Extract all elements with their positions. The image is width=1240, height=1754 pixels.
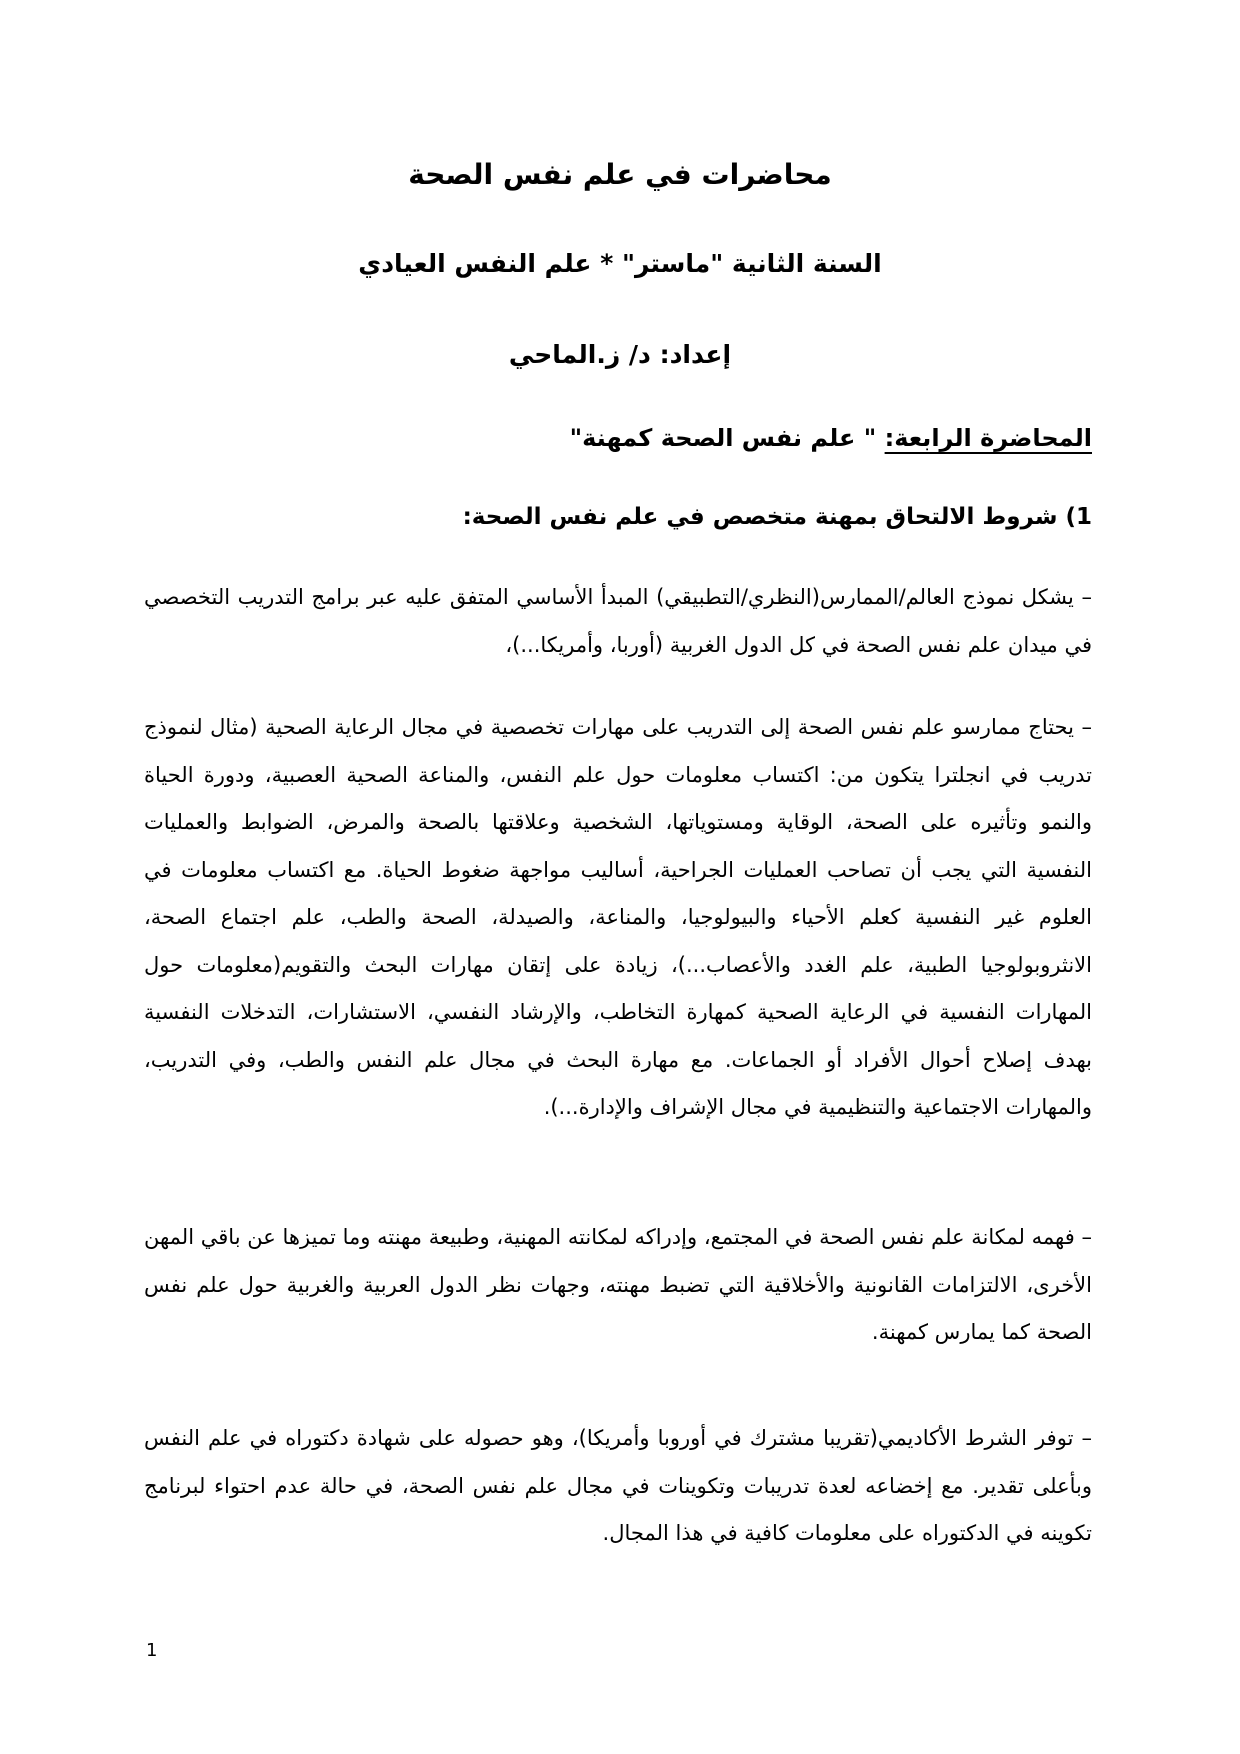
- lecture-heading: [570, 424, 1092, 452]
- document-author: إعداد: د/ ز.الماحي: [508, 340, 732, 369]
- page-number: 1: [146, 1640, 158, 1661]
- lecture-label: المحاضرة الرابعة:: [884, 424, 1092, 452]
- document-subtitle: السنة الثانية "ماستر" * علم النفس العيادي: [358, 249, 882, 278]
- paragraph-2: – يحتاج ممارسو علم نفس الصحة إلى التدريب على مهارات تخصصية في مجال الرعاية الصحية (مثال لنموذج تدريب في انجلترا يتكون من: اكتساب معلومات حول علم النفس، والمناعة الصحية العصبية، ودورة الحياة والنمو وتأثيره على الصحة، الوقاية ومستوياتها، الشخصية وعلاقتها بالصحة والمرض، الضوابط والعمليات النفسية التي يجب أن تصاحب العمليات الجراحية، أساليب مواجهة ضغوط الحياة. مع اكتساب معلومات في العلوم غير النفسية كعلم الأحياء والبيولوجيا، والمناعة، والصيدلة، الصحة والطب، علم اجتماع الصحة، الانثروبولوجيا الطبية، علم الغدد والأعصاب...)، زيادة على إتقان مهارات البحث والتقويم(معلومات حول المهارات النفسية في الرعاية الصحية كمهارة التخاطب، والإرشاد النفسي، الاستشارات، التدخلات النفسية بهدف إصلاح أحوال الأفراد أو الجماعات. مع مهارة البحث في مجال علم النفس والطب، وفي التدريب، والمهارات الاجتماعية والتنظيمية في مجال الإشراف والإدارة...).: [144, 715, 1092, 1119]
- paragraph-4: – توفر الشرط الأكاديمي(تقريبا مشترك في أوروبا وأمريكا)، وهو حصوله على شهادة دكتوراه في علم النفس وبأعلى تقدير. مع إخضاعه لعدة تدريبات وتكوينات في مجال علم نفس الصحة، في حالة عدم احتواء لبرنامج تكوينه في الدكتوراه على معلومات كافية في هذا المجال.: [144, 1426, 1092, 1545]
- section-heading: 1) شروط الالتحاق بمهنة متخصص في علم نفس الصحة:: [462, 504, 1092, 530]
- lecture-title: " علم نفس الصحة كمهنة": [569, 424, 885, 452]
- document-title: محاضرات في علم نفس الصحة: [408, 158, 832, 191]
- paragraph-1: – يشكل نموذج العالم/الممارس(النظري/التطبيقي) المبدأ الأساسي المتفق عليه عبر برامج التدريب التخصصي في ميدان علم نفس الصحة في كل الدول الغربية (أوربا، وأمريكا...)،: [144, 585, 1092, 657]
- paragraph-3: – فهمه لمكانة علم نفس الصحة في المجتمع، وإدراكه لمكانته المهنية، وطبيعة مهنته وما تميزها عن باقي المهن الأخرى، الالتزامات القانونية والأخلاقية التي تضبط مهنته، وجهات نظر الدول العربية والغربية حول علم نفس الصحة كما يمارس كمهنة.: [144, 1225, 1092, 1344]
